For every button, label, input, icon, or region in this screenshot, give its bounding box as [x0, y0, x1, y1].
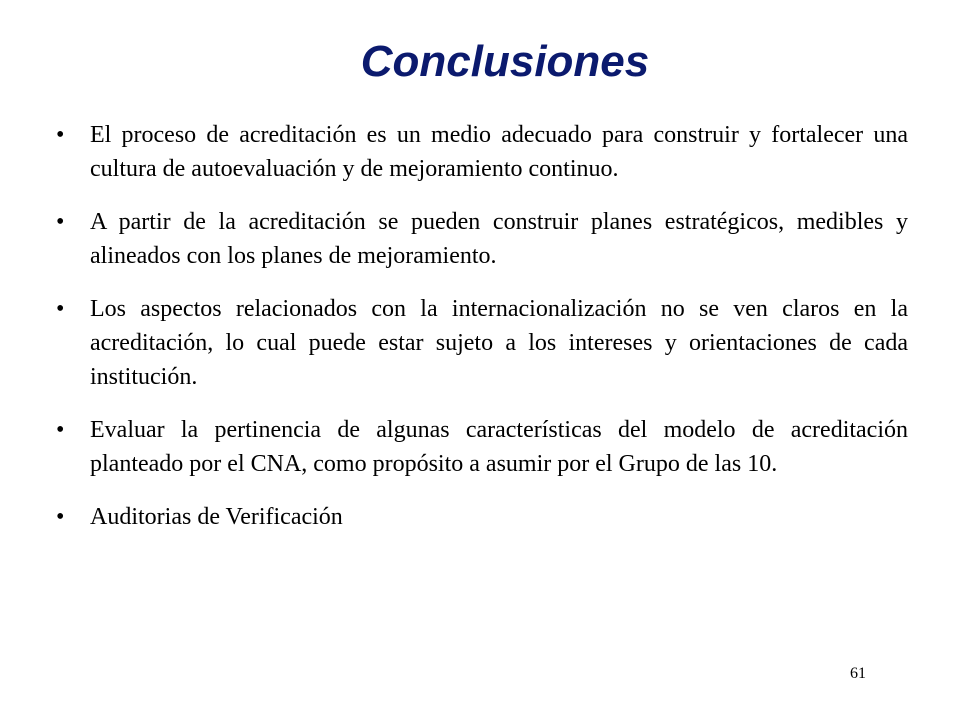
- slide-title: Conclusiones: [360, 37, 650, 86]
- page-number: 61: [850, 665, 866, 682]
- bullet-item: • A partir de la acreditación se pueden construir planes estratégicos, medibles y alineados con los planes de mejoramiento.: [56, 205, 908, 273]
- bullet-item: • El proceso de acreditación es un medio adecuado para construir y fortalecer una cultura de autoevaluación y de mejoramiento continuo.: [56, 118, 908, 186]
- bullet-item: • Auditorias de Verificación: [56, 500, 908, 534]
- bullet-list: [56, 118, 908, 534]
- bullet-item: • Evaluar la pertinencia de algunas características del modelo de acreditación planteado por el CNA, como propósito a asumir por el Grupo de las 10.: [56, 413, 908, 481]
- bullet-item: • Los aspectos relacionados con la internacionalización no se ven claros en la acreditación, lo cual puede estar sujeto a los intereses y orientaciones de cada institución.: [56, 292, 908, 394]
